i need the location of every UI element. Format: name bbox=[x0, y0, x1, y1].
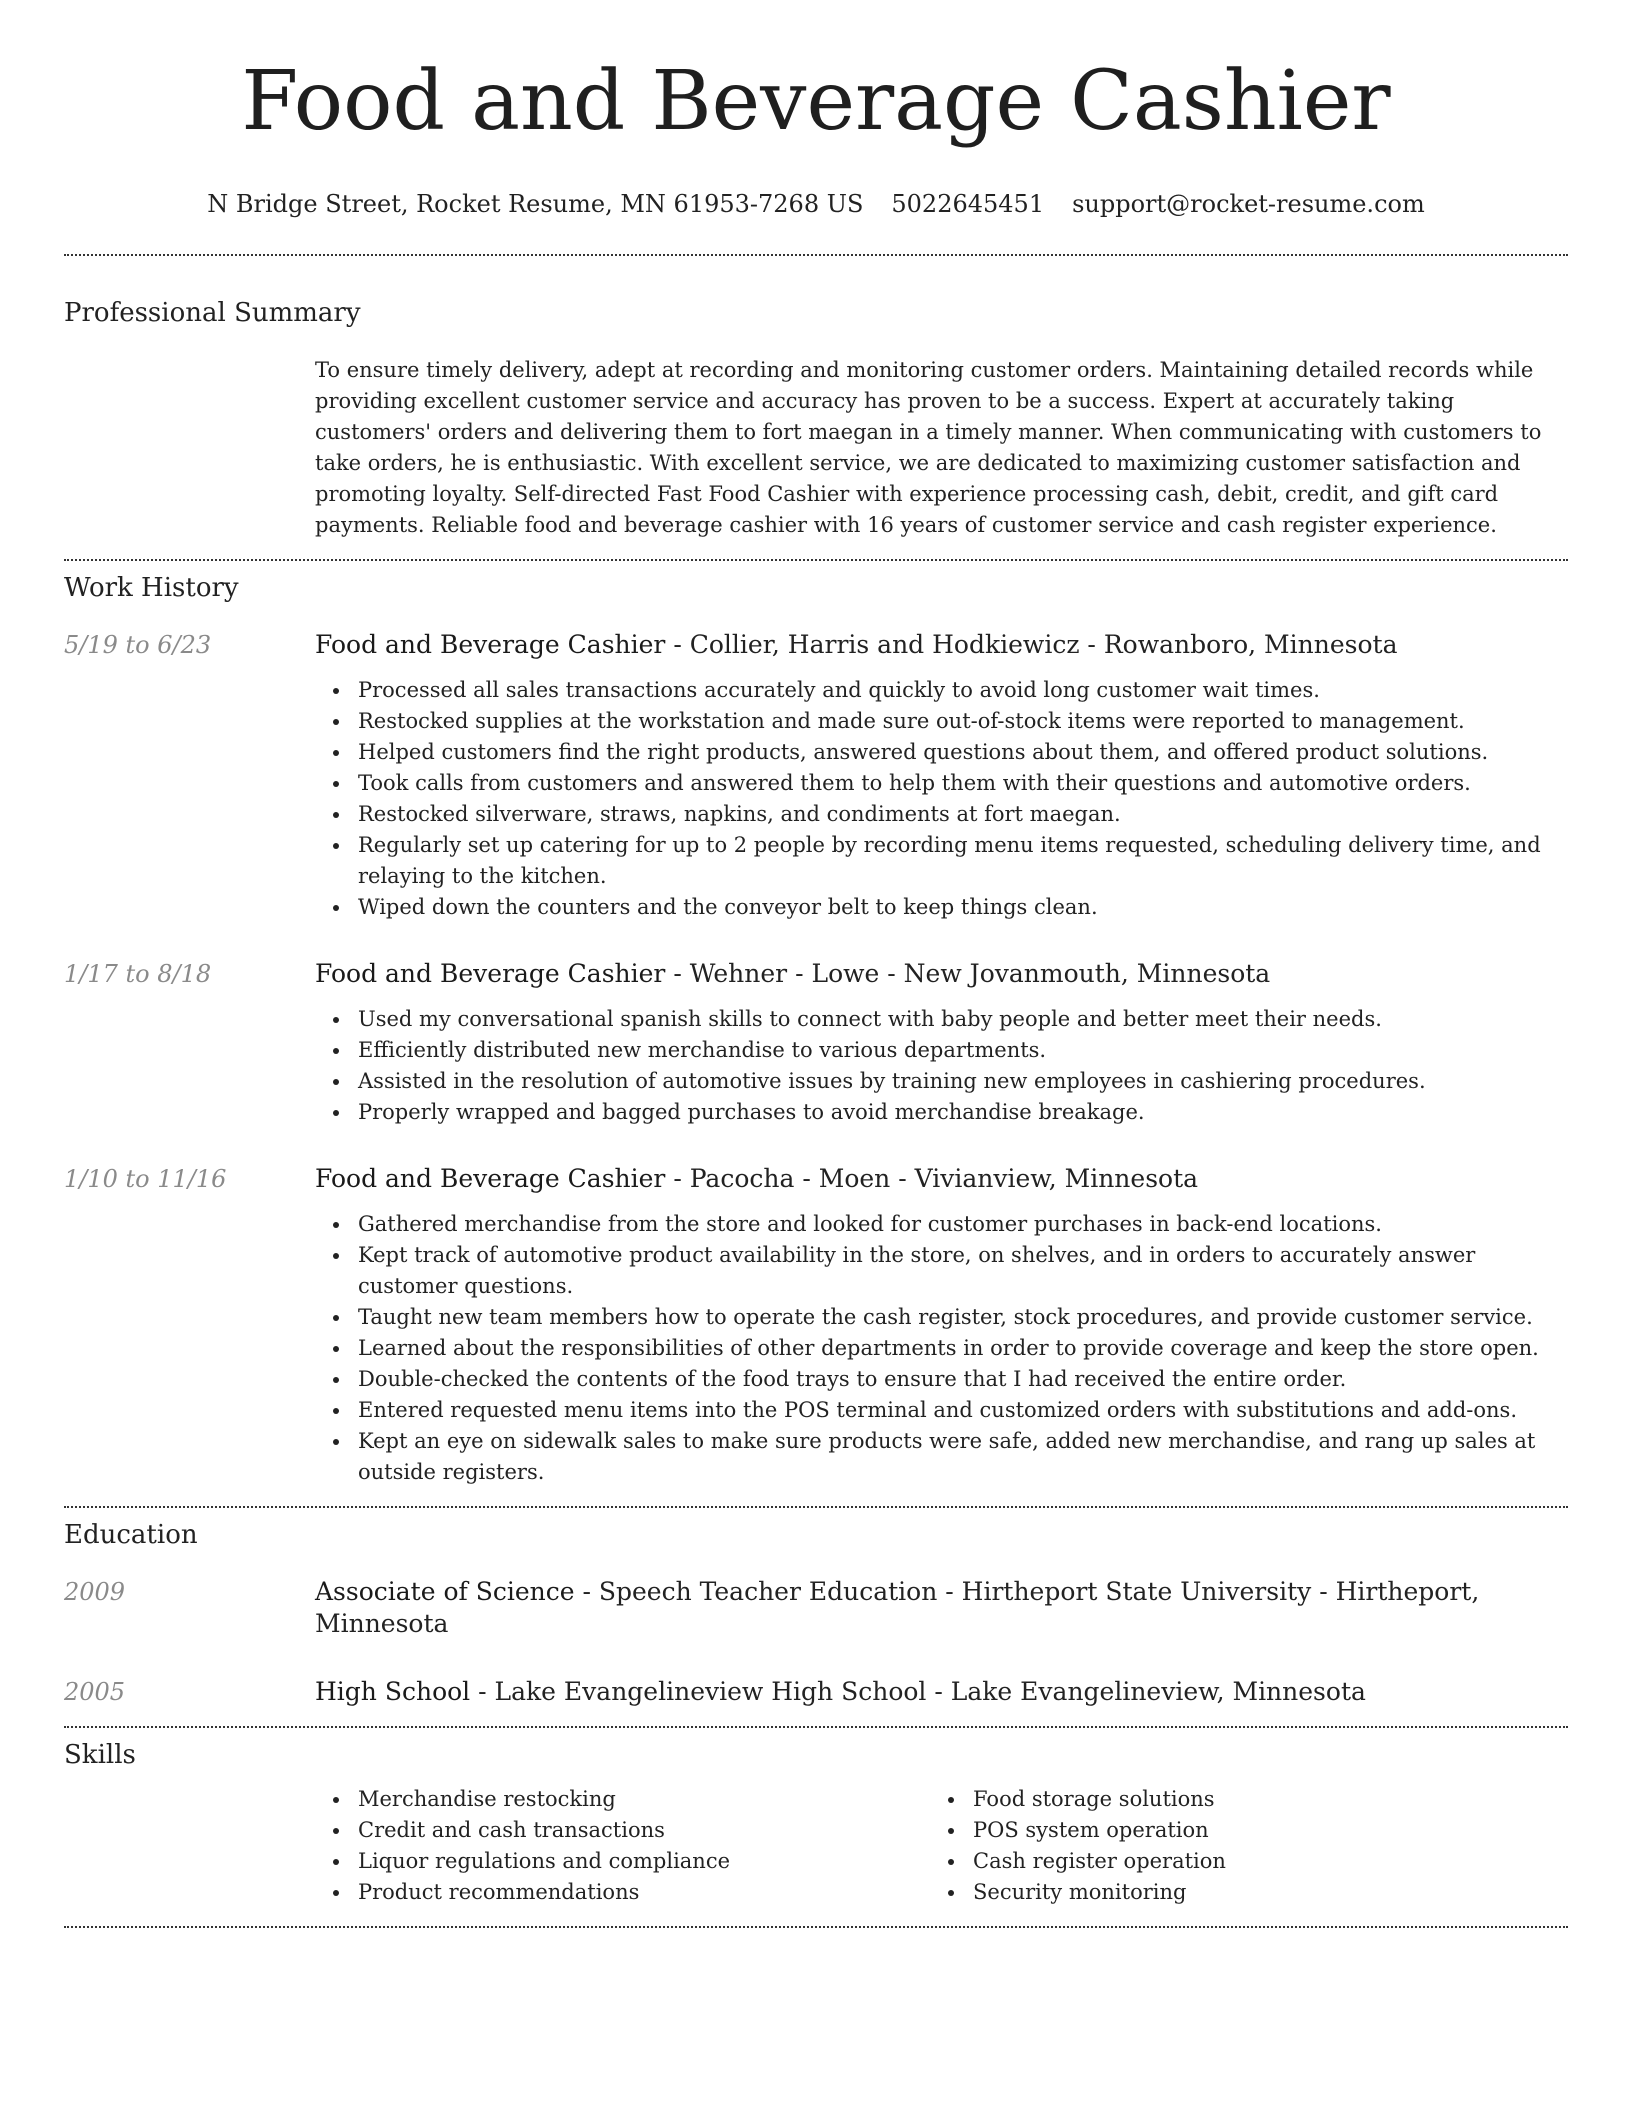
job-employer: - Wehner - Lowe - New Jovanmouth, Minnesota bbox=[665, 959, 1271, 988]
education-school: - Lake Evangelineview High School - Lake Evangelineview, Minnesota bbox=[470, 1677, 1366, 1706]
list-item: Taught new team members how to operate the cash register, stock procedures, and provide customer service. bbox=[315, 1302, 1568, 1333]
education-degree: Associate of Science bbox=[315, 1577, 575, 1606]
skill-item: Credit and cash transactions bbox=[315, 1815, 930, 1846]
education-heading: Education bbox=[64, 1520, 198, 1550]
list-item: Entered requested menu items into the POS terminal and customized orders with substitutions and add-ons. bbox=[315, 1395, 1568, 1426]
list-item: Gathered merchandise from the store and looked for customer purchases in back-end locations. bbox=[315, 1209, 1568, 1240]
education-year: 2009 bbox=[64, 1578, 126, 1606]
list-item: Kept an eye on sidewalk sales to make sure products were safe, added new merchandise, and rang up sales at outside registers. bbox=[315, 1426, 1568, 1488]
skills-spacer bbox=[64, 1784, 315, 1908]
summary-spacer bbox=[64, 355, 315, 541]
list-item: Wiped down the counters and the conveyor belt to keep things clean. bbox=[315, 892, 1568, 923]
summary-row bbox=[64, 355, 1568, 541]
address: N Bridge Street, Rocket Resume, MN 61953-7268 US bbox=[207, 190, 864, 218]
job-details bbox=[315, 1163, 1568, 1488]
job-bullets bbox=[315, 1209, 1568, 1488]
list-item: Double-checked the contents of the food trays to ensure that I had received the entire order. bbox=[315, 1364, 1568, 1395]
job-details bbox=[315, 958, 1568, 1128]
list-item: Helped customers find the right products, answered questions about them, and offered product solutions. bbox=[315, 737, 1568, 768]
job-title bbox=[315, 629, 1568, 661]
candidate-name: Food and Beverage Cashier bbox=[241, 54, 1391, 149]
list-item: Restocked supplies at the workstation and made sure out-of-stock items were reported to management. bbox=[315, 706, 1568, 737]
list-item: Regularly set up catering for up to 2 people by recording menu items requested, scheduling delivery time, and relaying to the kitchen. bbox=[315, 830, 1568, 892]
skill-item: Food storage solutions bbox=[930, 1784, 1545, 1815]
job-dates: 1/17 to 8/18 bbox=[64, 960, 212, 988]
work-history-heading: Work History bbox=[64, 573, 239, 603]
job-entry bbox=[64, 629, 1568, 923]
list-item: Took calls from customers and answered them to help them with their questions and automotive orders. bbox=[315, 768, 1568, 799]
skills-list-right bbox=[930, 1784, 1545, 1908]
divider bbox=[64, 559, 1568, 561]
education-degree: High School bbox=[315, 1677, 471, 1706]
job-bullets bbox=[315, 675, 1568, 923]
education-details bbox=[315, 1676, 1568, 1708]
skill-item: Cash register operation bbox=[930, 1846, 1545, 1877]
list-item: Properly wrapped and bagged purchases to avoid merchandise breakage. bbox=[315, 1097, 1568, 1128]
phone: 5022645451 bbox=[891, 190, 1045, 218]
job-employer: - Collier, Harris and Hodkiewicz - Rowanboro, Minnesota bbox=[665, 630, 1398, 659]
skill-item: Merchandise restocking bbox=[315, 1784, 930, 1815]
job-role: Food and Beverage Cashier bbox=[315, 630, 666, 659]
summary-text: To ensure timely delivery, adept at recording and monitoring customer orders. Maintaining detailed records while providing excellent customer service and accuracy has proven to be a success. Expert at accurately taking customers' orders and delivering them to fort maegan in a timely manner. When communicating with customers to take orders, he is enthusiastic. With excellent service, we are dedicated to maximizing customer satisfaction and promoting loyalty. Self-directed Fast Food Cashier with experience processing cash, debit, credit, and gift card payments. Reliable food and beverage cashier with 16 years of customer service and cash register experience. bbox=[315, 358, 1542, 537]
education-year: 2005 bbox=[64, 1678, 126, 1706]
list-item: Used my conversational spanish skills to connect with baby people and better meet their needs. bbox=[315, 1004, 1568, 1035]
list-item: Efficiently distributed new merchandise to various departments. bbox=[315, 1035, 1568, 1066]
skill-item: Product recommendations bbox=[315, 1877, 930, 1908]
job-entry bbox=[64, 1163, 1568, 1488]
skill-item: Security monitoring bbox=[930, 1877, 1545, 1908]
divider bbox=[64, 254, 1568, 256]
job-dates: 1/10 to 11/16 bbox=[64, 1165, 227, 1193]
list-item: Processed all sales transactions accurately and quickly to avoid long customer wait times. bbox=[315, 675, 1568, 706]
job-bullets bbox=[315, 1004, 1568, 1128]
divider bbox=[64, 1726, 1568, 1728]
education-details bbox=[315, 1576, 1568, 1640]
resume-page bbox=[64, 0, 1568, 1928]
education-school: - Speech Teacher Education - Hirtheport State University - Hirtheport, Minnesota bbox=[315, 1577, 1480, 1638]
skills-row bbox=[64, 1784, 1568, 1908]
skill-item: POS system operation bbox=[930, 1815, 1545, 1846]
skills-grid bbox=[315, 1784, 1568, 1908]
job-role: Food and Beverage Cashier bbox=[315, 959, 666, 988]
list-item: Learned about the responsibilities of other departments in order to provide coverage and keep the store open. bbox=[315, 1333, 1568, 1364]
education-entry bbox=[64, 1576, 1568, 1640]
skills-list-left bbox=[315, 1784, 930, 1908]
list-item: Kept track of automotive product availability in the store, on shelves, and in orders to accurately answer customer questions. bbox=[315, 1240, 1568, 1302]
job-title bbox=[315, 958, 1568, 990]
job-entry bbox=[64, 958, 1568, 1128]
job-title bbox=[315, 1163, 1568, 1195]
job-role: Food and Beverage Cashier bbox=[315, 1164, 666, 1193]
email: support@rocket-resume.com bbox=[1072, 190, 1425, 218]
divider bbox=[64, 1926, 1568, 1928]
list-item: Assisted in the resolution of automotive issues by training new employees in cashiering procedures. bbox=[315, 1066, 1568, 1097]
job-details bbox=[315, 629, 1568, 923]
list-item: Restocked silverware, straws, napkins, and condiments at fort maegan. bbox=[315, 799, 1568, 830]
contact-line bbox=[64, 188, 1568, 220]
skill-item: Liquor regulations and compliance bbox=[315, 1846, 930, 1877]
skills-heading: Skills bbox=[64, 1740, 136, 1770]
job-employer: - Pacocha - Moen - Vivianview, Minnesota bbox=[665, 1164, 1199, 1193]
education-entry bbox=[64, 1676, 1568, 1708]
summary-heading: Professional Summary bbox=[64, 298, 361, 328]
job-dates: 5/19 to 6/23 bbox=[64, 631, 212, 659]
divider bbox=[64, 1506, 1568, 1508]
